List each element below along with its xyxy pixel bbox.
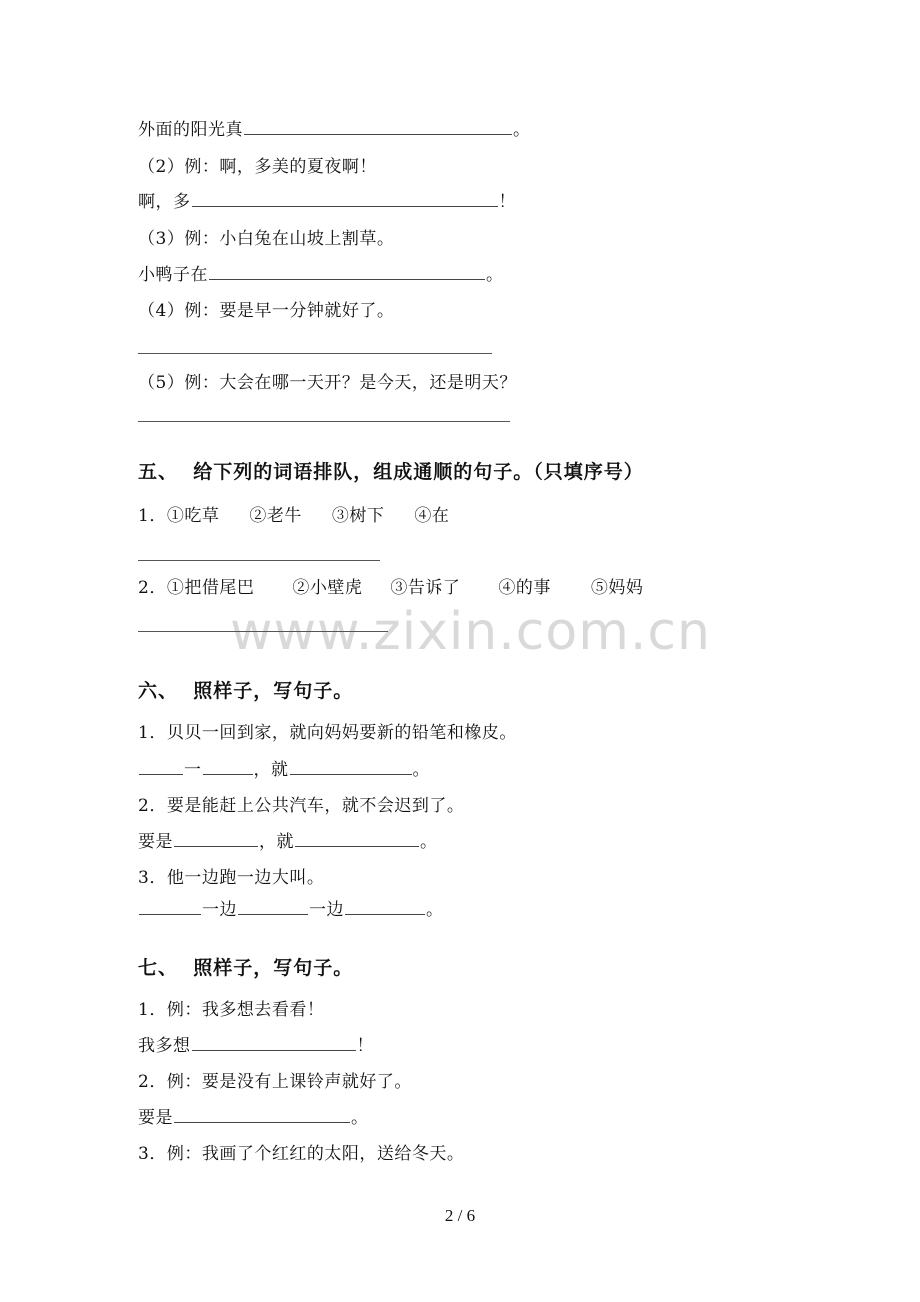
fill-line-suffix: ！ (356, 1036, 374, 1056)
pattern-word: 要是 (138, 832, 173, 852)
answer-line-reorder-2[interactable] (138, 631, 388, 632)
section-6-title: 六、 照样子，写句子。 (138, 680, 354, 702)
answer-line-5[interactable] (138, 421, 510, 422)
fill-line-duckling (138, 263, 504, 287)
pattern-end: 。 (420, 832, 438, 852)
question-number: 1． (138, 506, 167, 526)
answer-blank[interactable] (192, 190, 498, 207)
example-5: （5）例：大会在哪一天开？是今天，还是明天？ (138, 373, 517, 393)
word-item: ③树下 (331, 506, 385, 526)
pattern-line-3 (138, 898, 444, 922)
word-item: ⑤妈妈 (590, 578, 644, 598)
pattern-word: 一边 (202, 900, 237, 920)
example-3: （3）例：小白兔在山坡上割草。 (138, 229, 395, 249)
answer-blank[interactable] (139, 758, 183, 775)
fill-line-7-1 (138, 1034, 374, 1058)
answer-blank[interactable] (244, 118, 512, 135)
fill-line-prefix: 要是 (138, 1108, 173, 1128)
answer-blank[interactable] (209, 263, 485, 280)
example-7-1: 1．例：我多想去看看！ (138, 1000, 325, 1020)
pattern-word: 一 (184, 760, 202, 780)
sentence-1: 1．贝贝一回到家，就向妈妈要新的铅笔和橡皮。 (138, 723, 517, 743)
example-4: （4）例：要是早一分钟就好了。 (138, 301, 395, 321)
reorder-question-2 (138, 576, 643, 600)
answer-blank[interactable] (174, 1106, 350, 1123)
word-item: ③告诉了 (390, 578, 461, 598)
word-item: ①吃草 (166, 506, 220, 526)
fill-line-summer-night (138, 190, 516, 214)
example-7-2: 2．例：要是没有上课铃声就好了。 (138, 1072, 412, 1092)
answer-blank[interactable] (192, 1034, 356, 1051)
section-5-title: 五、 给下列的词语排队，组成通顺的句子。（只填序号） (138, 461, 644, 483)
answer-line-reorder-1[interactable] (138, 560, 380, 561)
fill-line-7-2 (138, 1106, 369, 1130)
word-item: ④在 (414, 506, 450, 526)
pattern-line-1 (138, 758, 430, 782)
answer-blank[interactable] (238, 898, 308, 915)
example-7-3: 3．例：我画了个红红的太阳，送给冬天。 (138, 1144, 465, 1164)
fill-line-prefix: 我多想 (138, 1036, 191, 1056)
reorder-question-1 (138, 504, 449, 528)
answer-blank[interactable] (290, 758, 412, 775)
answer-blank[interactable] (174, 830, 258, 847)
word-item: ②老牛 (249, 506, 302, 526)
pattern-word: ，就 (259, 832, 294, 852)
fill-line-suffix: 。 (351, 1108, 369, 1128)
section-7-title: 七、 照样子，写句子。 (138, 957, 354, 979)
fill-line-prefix: 外面的阳光真 (138, 120, 243, 140)
example-2: （2）例：啊，多美的夏夜啊！ (138, 157, 377, 177)
question-number: 2． (138, 578, 167, 598)
answer-blank[interactable] (203, 758, 253, 775)
answer-blank[interactable] (295, 830, 419, 847)
word-item: ②小壁虎 (292, 578, 363, 598)
pattern-word: 一边 (309, 900, 344, 920)
fill-line-suffix: 。 (513, 120, 531, 140)
word-item: ①把借尾巴 (166, 578, 255, 598)
fill-line-prefix: 啊，多 (138, 192, 191, 212)
sentence-2: 2．要是能赶上公共汽车，就不会迟到了。 (138, 796, 465, 816)
pattern-line-2 (138, 830, 438, 854)
answer-blank[interactable] (345, 898, 425, 915)
sentence-3: 3．他一边跑一边大叫。 (138, 868, 325, 888)
pattern-end: 。 (426, 900, 444, 920)
page-number: 2 / 6 (444, 1206, 476, 1225)
watermark: www.zixin.com.cn (230, 602, 711, 662)
pattern-word: ，就 (253, 760, 289, 780)
fill-line-suffix: ！ (498, 192, 516, 212)
answer-blank[interactable] (139, 898, 201, 915)
fill-line-sunshine (138, 118, 531, 142)
answer-line-4[interactable] (138, 353, 492, 354)
fill-line-prefix: 小鸭子在 (138, 265, 208, 285)
fill-line-suffix: 。 (486, 265, 504, 285)
word-item: ④的事 (498, 578, 551, 598)
pattern-end: 。 (412, 760, 430, 780)
